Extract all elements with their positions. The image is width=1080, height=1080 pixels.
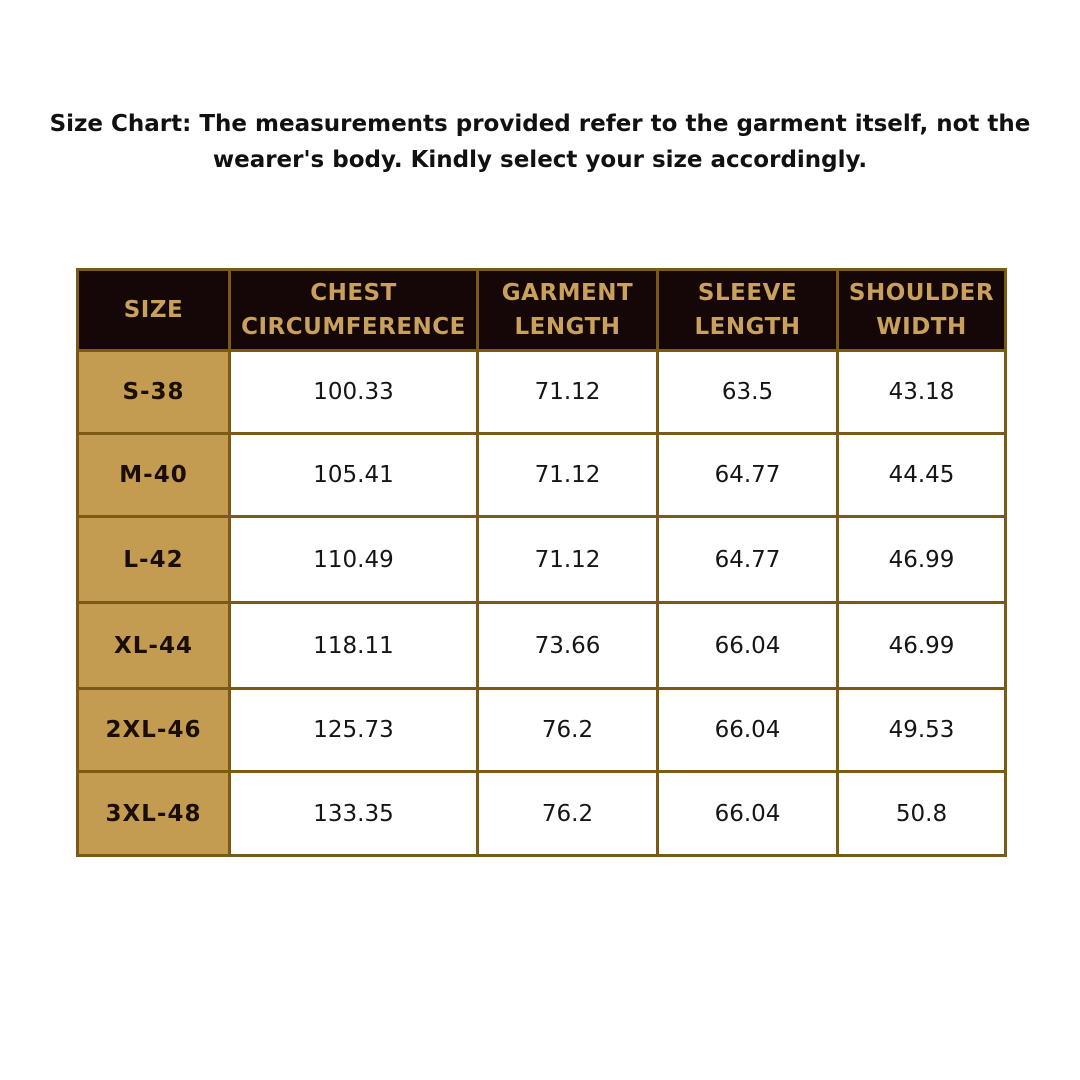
garment-length-value: 71.12 (478, 351, 658, 434)
header-size-label: SIZE (123, 297, 184, 323)
sleeve-length-value: 66.04 (658, 603, 838, 689)
table-row (78, 517, 1006, 603)
header-chest-line-2: CIRCUMFERENCE (241, 314, 466, 340)
sleeve-length-value: 66.04 (658, 689, 838, 772)
sleeve-length-value: 64.77 (658, 517, 838, 603)
garment-length-value: 71.12 (478, 434, 658, 517)
caption-line-2: wearer's body. Kindly select your size accordingly. (212, 147, 868, 173)
chest-value: 125.73 (230, 689, 478, 772)
garment-length-value: 73.66 (478, 603, 658, 689)
size-cell: M-40 (78, 434, 230, 517)
size-cell: 3XL-48 (78, 772, 230, 856)
header-chest-circumference (230, 270, 478, 351)
size-cell: 2XL-46 (78, 689, 230, 772)
chest-value: 100.33 (230, 351, 478, 434)
header-garment-line-2: LENGTH (514, 314, 621, 340)
shoulder-width-value: 46.99 (838, 603, 1006, 689)
header-size (78, 270, 230, 351)
chest-value: 118.11 (230, 603, 478, 689)
table-row (78, 434, 1006, 517)
size-chart-caption (40, 106, 1040, 178)
size-cell: S-38 (78, 351, 230, 434)
sleeve-length-value: 63.5 (658, 351, 838, 434)
size-chart-table (76, 268, 1007, 857)
header-garment-length (478, 270, 658, 351)
chest-value: 105.41 (230, 434, 478, 517)
size-cell: L-42 (78, 517, 230, 603)
table-row (78, 351, 1006, 434)
shoulder-width-value: 49.53 (838, 689, 1006, 772)
sleeve-length-value: 66.04 (658, 772, 838, 856)
garment-length-value: 76.2 (478, 772, 658, 856)
header-sleeve-length (658, 270, 838, 351)
garment-length-value: 71.12 (478, 517, 658, 603)
garment-length-value: 76.2 (478, 689, 658, 772)
chest-value: 133.35 (230, 772, 478, 856)
header-shoulder-line-2: WIDTH (876, 314, 967, 340)
header-sleeve-line-1: SLEEVE (697, 280, 798, 306)
table-row (78, 603, 1006, 689)
size-cell: XL-44 (78, 603, 230, 689)
header-sleeve-line-2: LENGTH (694, 314, 801, 340)
header-shoulder-width (838, 270, 1006, 351)
shoulder-width-value: 50.8 (838, 772, 1006, 856)
sleeve-length-value: 64.77 (658, 434, 838, 517)
header-chest-line-1: CHEST (310, 280, 397, 306)
header-garment-line-1: GARMENT (501, 280, 634, 306)
chest-value: 110.49 (230, 517, 478, 603)
table-row (78, 772, 1006, 856)
caption-line-1: Size Chart: The measurements provided refer to the garment itself, not the (49, 111, 1031, 137)
shoulder-width-value: 44.45 (838, 434, 1006, 517)
table-row (78, 689, 1006, 772)
shoulder-width-value: 43.18 (838, 351, 1006, 434)
header-shoulder-line-1: SHOULDER (848, 280, 995, 306)
shoulder-width-value: 46.99 (838, 517, 1006, 603)
table-header-row (78, 270, 1006, 351)
